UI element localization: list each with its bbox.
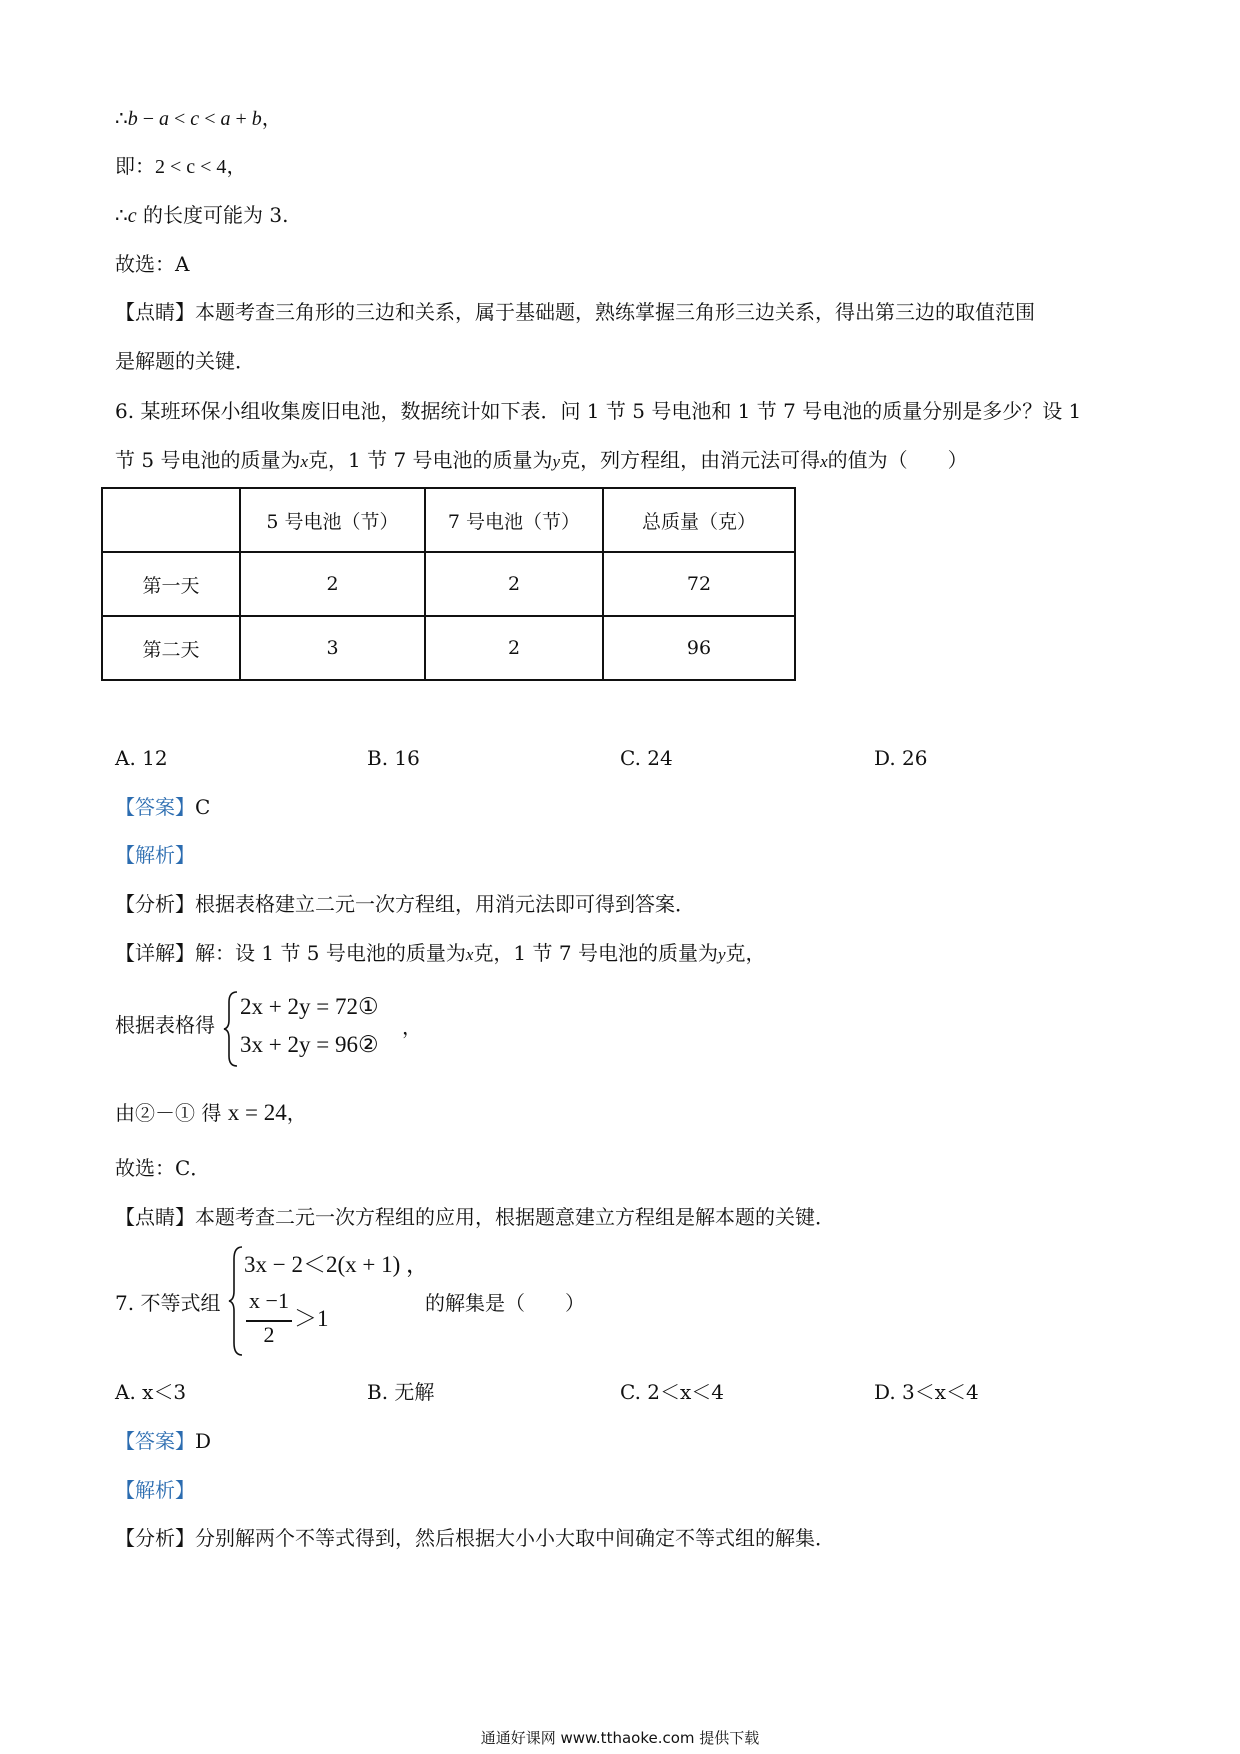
q5-dianjing-line: 【点睛】本题考查三角形的三边和关系，属于基础题，熟练掌握三角形三边关系，得出第三边的取值范围 [115,300,1035,324]
q6-answer-line [115,793,210,821]
system-prefix: 根据表格得 [115,1013,215,1037]
table-header-cell [102,488,240,552]
table-header-cell: 总质量（克） [603,488,795,552]
step-expression: x = 24 [227,1100,287,1125]
derivation-line-2: 即：2 < c < 4， [115,154,247,178]
q6-jiexi-tag: 【解析】 [115,843,195,867]
q6-option-d: D. 26 [874,746,928,770]
table-header-row [102,488,795,552]
table-header-cell: 5 号电池（节） [240,488,425,552]
q5-choice-line: 故选：A [115,252,190,276]
q6-stem-line-2: 节 5 号电池的质量为x克，1 节 7 号电池的质量为y克，列方程组，由消元法可得x的值为（ ） [115,448,968,472]
q6-stem-line-1: 6. 某班环保小组收集废旧电池，数据统计如下表．问 1 节 5 号电池和 1 节 7 号电池的质量分别是多少？设 1 [115,399,1082,423]
derivation-line-1: ∴b − a < c < a + b， [115,106,282,130]
table-cell: 2 [425,616,603,680]
left-brace-icon [228,1245,244,1357]
left-brace-icon [223,990,239,1068]
table-cell: 72 [603,552,795,616]
table-cell: 2 [425,552,603,616]
table-cell: 3 [240,616,425,680]
q6-xiangjie-line: 【详解】解：设 1 节 5 号电池的质量为x克，1 节 7 号电池的质量为y克， [115,941,766,965]
system-suffix: ， [402,1015,422,1039]
answer-tag: 【答案】 [115,795,195,819]
dianjing-tag: 【点睛】 [115,300,195,324]
q6-step-line: 由②－① 得 x = 24， [115,1100,307,1125]
table-row [102,616,795,680]
table-cell: 2 [240,552,425,616]
table-header-cell: 7 号电池（节） [425,488,603,552]
q5-dianjing-line-2: 是解题的关键． [115,349,255,373]
table-cell: 96 [603,616,795,680]
q6-fenxi-line: 【分析】根据表格建立二元一次方程组，用消元法即可得到答案． [115,892,695,916]
battery-data-table [101,487,796,681]
fraction-numerator: x −1 [249,1288,289,1313]
table-row [102,552,795,616]
equation-1: 2x + 2y = 72① [240,994,379,1019]
q7-prefix: 7. 不等式组 [115,1291,221,1315]
q7-suffix: 的解集是（ ） [425,1291,585,1315]
answer-value: D [195,1429,212,1453]
q6-option-a: A. 12 [115,746,168,770]
page-footer: 通通好课网 www.tthaoke.com 提供下载 [480,1729,760,1747]
q7-option-b: B. 无解 [367,1380,435,1404]
fraction-rhs: ＞1 [294,1306,329,1331]
inequality-expression: 2 < c < 4 [155,156,227,178]
fraction-denominator: 2 [263,1322,275,1347]
q7-option-a: A. x＜3 [115,1380,187,1404]
derivation-line-3: ∴c 的长度可能为 3. [115,203,289,227]
q6-option-c: C. 24 [620,746,673,770]
q7-option-d: D. 3＜x＜4 [874,1380,979,1404]
q6-dianjing-line: 【点睛】本题考查二元一次方程组的应用，根据题意建立方程组是解本题的关键． [115,1205,835,1229]
equation-2: 3x + 2y = 96② [240,1032,379,1057]
q6-choose-line: 故选：C． [115,1156,211,1180]
answer-value: C [195,795,211,819]
inequality-1: 3x − 2＜2(x + 1) ， [244,1252,430,1277]
answer-tag: 【答案】 [115,1429,195,1453]
q7-jiexi-tag: 【解析】 [115,1478,195,1502]
q6-option-b: B. 16 [367,746,420,770]
q7-option-c: C. 2＜x＜4 [620,1380,725,1404]
q7-fenxi-line: 【分析】分别解两个不等式得到，然后根据大小小大取中间确定不等式组的解集． [115,1526,835,1550]
table-cell: 第二天 [102,616,240,680]
table-cell: 第一天 [102,552,240,616]
q7-answer-line [115,1427,211,1455]
therefore-symbol: ∴ [115,106,128,130]
